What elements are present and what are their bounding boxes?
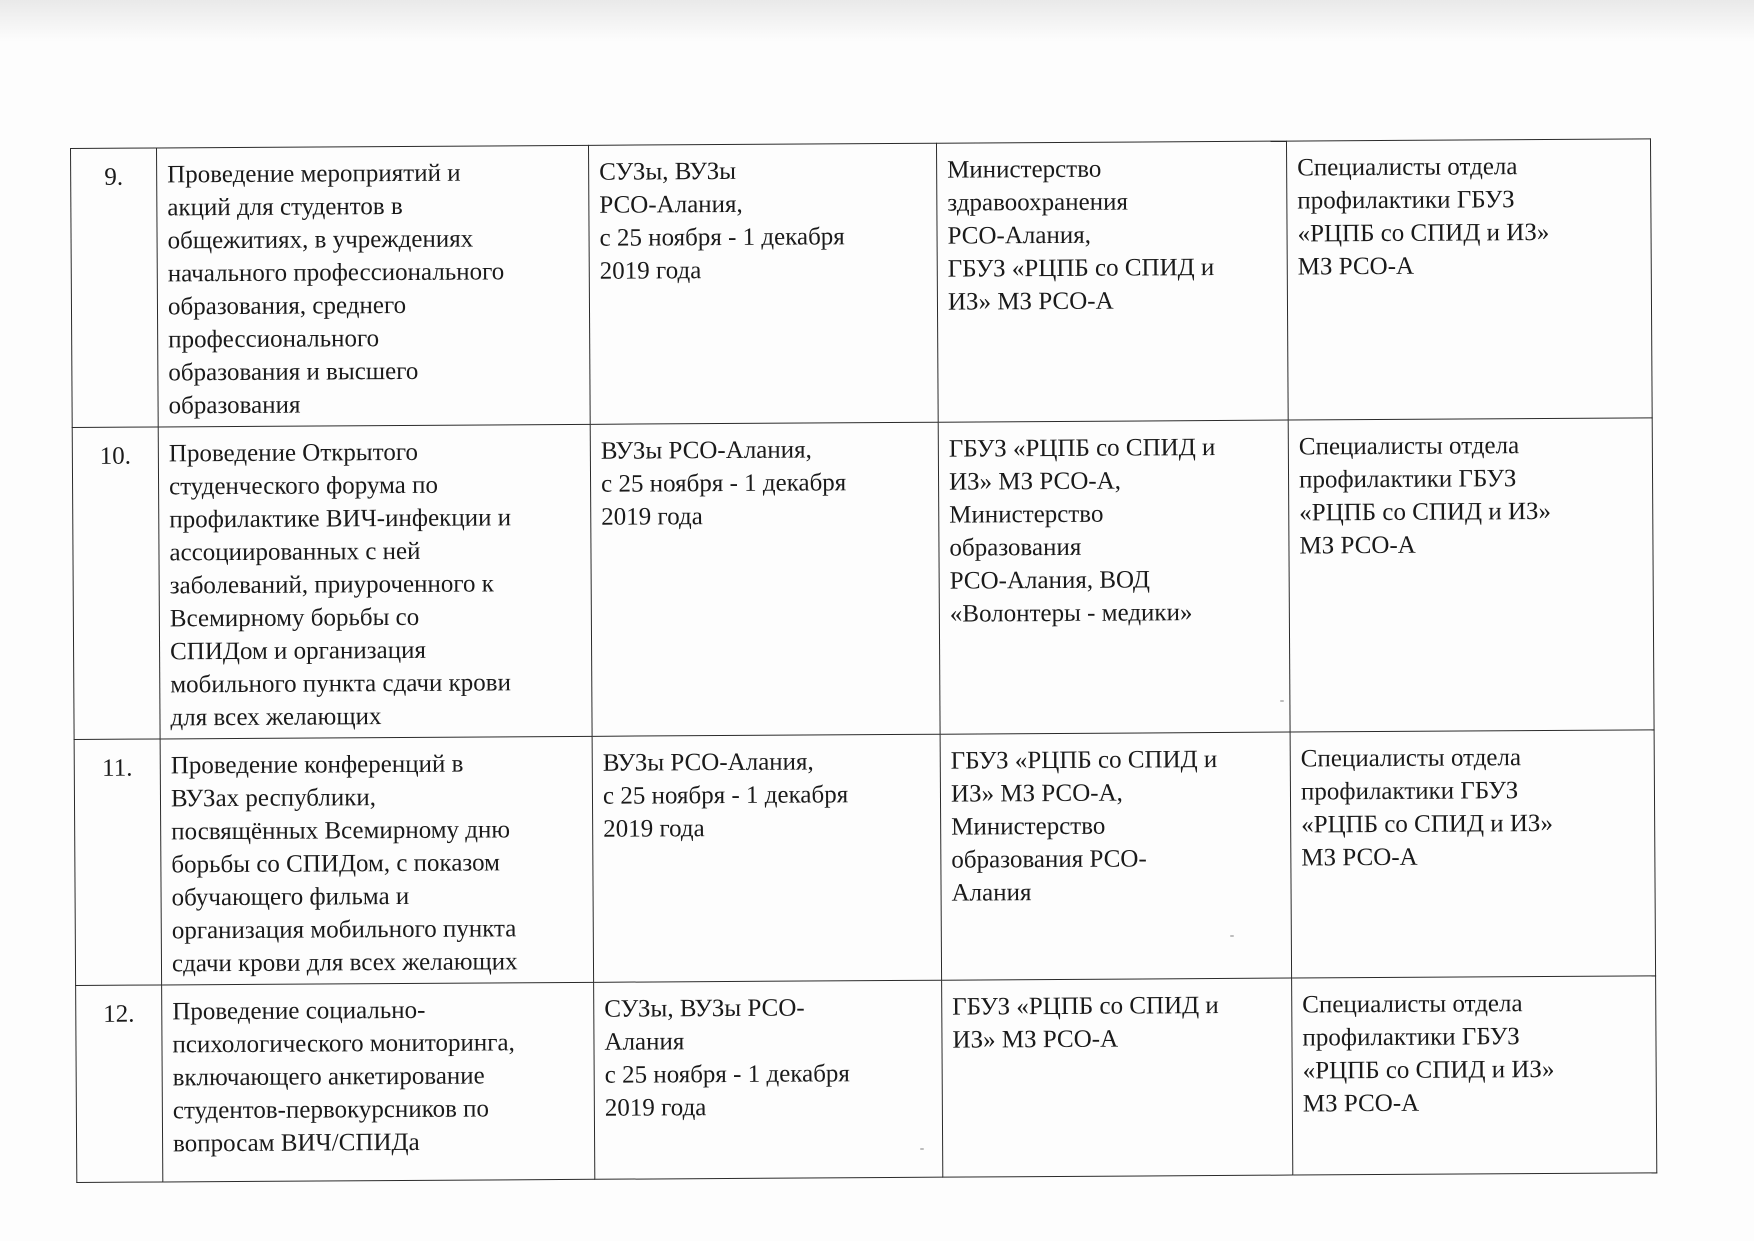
organizers: ГБУЗ «РЦПБ со СПИД и ИЗ» МЗ РСО-А, Министерство образования РСО-Алания, ВОД «Волонтеры - медики» <box>938 420 1290 734</box>
place-and-date: ВУЗы РСО-Алания, с 25 ноября - 1 декабря 2019 года <box>592 734 941 982</box>
organizers: Министерство здравоохранения РСО-Алания, ГБУЗ «РЦПБ со СПИД и ИЗ» МЗ РСО-А <box>936 141 1288 422</box>
event-description: Проведение Открытого студенческого форума по профилактике ВИЧ-инфекции и ассоциированных с ней заболеваний, приуроченного к Всемирному борьбы со СПИДом и организация мобильного пункта сдачи крови для всех желающих <box>158 424 592 739</box>
table-row <box>74 730 1655 986</box>
organizers: ГБУЗ «РЦПБ со СПИД и ИЗ» МЗ РСО-А <box>942 978 1293 1177</box>
event-description: Проведение социально- психологического мониторинга, включающего анкетирование студентов-первокурсников по вопросам ВИЧ/СПИДа <box>162 982 595 1182</box>
event-description: Проведение мероприятий и акций для студентов в общежитиях, в учреждениях начального профессионального образования, среднего профессионального образования и высшего образования <box>157 145 591 427</box>
events-table <box>70 138 1657 1183</box>
place-and-date: СУЗы, ВУЗы РСО-Алания, с 25 ноября - 1 декабря 2019 года <box>588 143 938 424</box>
row-number: 11. <box>74 739 162 986</box>
table-row <box>72 418 1654 740</box>
event-description: Проведение конференций в ВУЗах республики, посвящённых Всемирному дню борьбы со СПИДом, с показом обучающего фильма и организация мобильного пункта сдачи крови для всех желающих <box>160 736 593 985</box>
place-and-date: ВУЗы РСО-Алания, с 25 ноября - 1 декабря 2019 года <box>590 422 940 736</box>
responsible: Специалисты отдела профилактики ГБУЗ «РЦПБ со СПИД и ИЗ» МЗ РСО-А <box>1286 139 1652 420</box>
row-number: 12. <box>76 985 163 1183</box>
responsible: Специалисты отдела профилактики ГБУЗ «РЦПБ со СПИД и ИЗ» МЗ РСО-А <box>1292 976 1657 1175</box>
place-and-date: СУЗы, ВУЗы РСО- Алания с 25 ноября - 1 декабря 2019 года <box>594 980 943 1179</box>
table-row <box>71 139 1653 428</box>
organizers: ГБУЗ «РЦПБ со СПИД и ИЗ» МЗ РСО-А, Министерство образования РСО- Алания <box>940 732 1291 980</box>
scan-edge-shadow <box>0 0 1754 42</box>
responsible: Специалисты отдела профилактики ГБУЗ «РЦПБ со СПИД и ИЗ» МЗ РСО-А <box>1290 730 1655 978</box>
responsible: Специалисты отдела профилактики ГБУЗ «РЦПБ со СПИД и ИЗ» МЗ РСО-А <box>1288 418 1654 732</box>
table-row <box>76 976 1657 1183</box>
row-number: 10. <box>72 427 160 740</box>
row-number: 9. <box>71 148 159 428</box>
